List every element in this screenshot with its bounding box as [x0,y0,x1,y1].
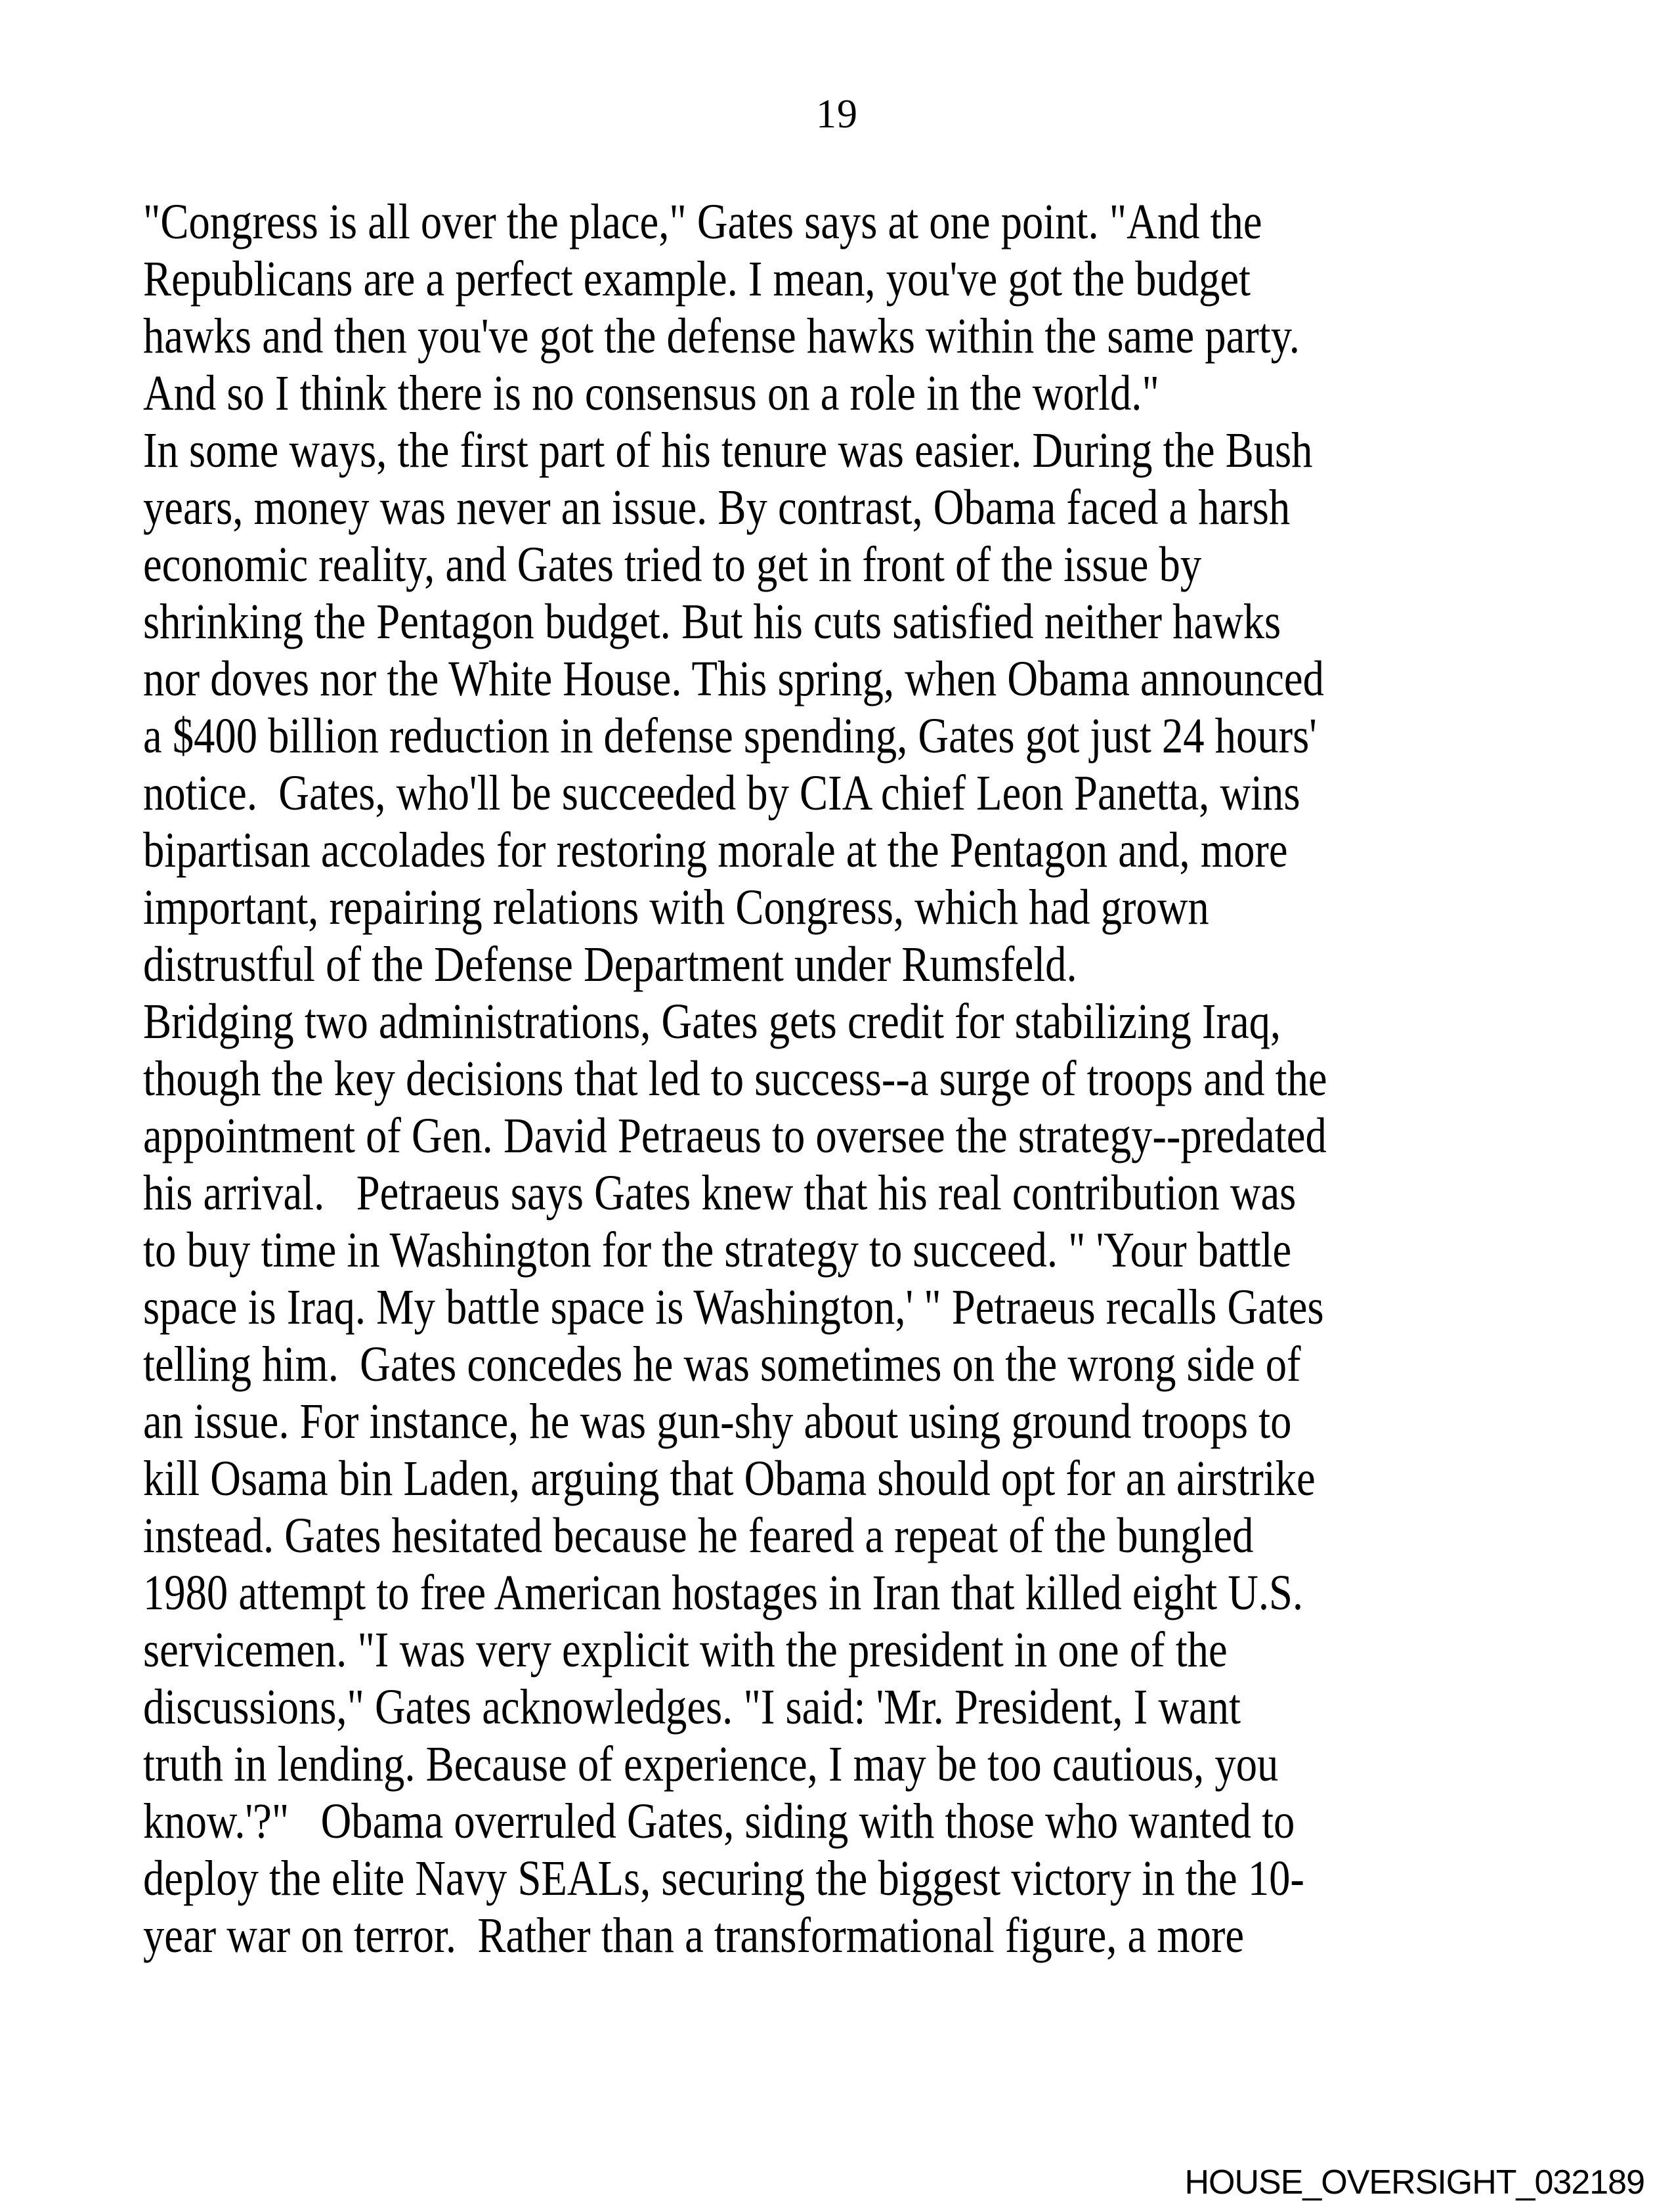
text-line: truth in lending. Because of experience, I may be too cautious, you [143,1737,1279,1792]
text-line: important, repairing relations with Congress, which had grown [143,880,1209,935]
text-line: "Congress is all over the place," Gates says at one point. "And the [143,194,1262,249]
page-number: 19 [816,92,858,137]
text-line: In some ways, the first part of his tenure was easier. During the Bush [143,423,1313,478]
text-line: shrinking the Pentagon budget. But his cuts satisfied neither hawks [143,594,1281,649]
text-line: nor doves nor the White House. This spring, when Obama announced [143,651,1324,706]
text-line: know.'?" Obama overruled Gates, siding with those who wanted to [143,1794,1295,1849]
text-line: telling him. Gates concedes he was sometimes on the wrong side of [143,1337,1301,1392]
text-line: space is Iraq. My battle space is Washington,' " Petraeus recalls Gates [143,1280,1324,1335]
text-line: economic reality, and Gates tried to get in front of the issue by [143,537,1202,592]
text-line: distrustful of the Defense Department under Rumsfeld. [143,937,1077,992]
text-line: a $400 billion reduction in defense spending, Gates got just 24 hours' [143,708,1317,764]
bates-number: HOUSE_OVERSIGHT_032189 [1184,2163,1644,2201]
text-line: bipartisan accolades for restoring morale at the Pentagon and, more [143,823,1288,878]
text-line: instead. Gates hesitated because he feared a repeat of the bungled [143,1508,1254,1563]
text-line: deploy the elite Navy SEALs, securing the biggest victory in the 10- [143,1851,1304,1906]
text-line: hawks and then you've got the defense hawks within the same party. [143,309,1300,364]
text-line: appointment of Gen. David Petraeus to oversee the strategy--predated [143,1108,1327,1163]
text-line: notice. Gates, who'll be succeeded by CIA chief Leon Panetta, wins [143,766,1300,821]
text-line: Republicans are a perfect example. I mean, you've got the budget [143,251,1251,307]
text-line: Bridging two administrations, Gates gets credit for stabilizing Iraq, [143,994,1281,1049]
text-line: kill Osama bin Laden, arguing that Obama should opt for an airstrike [143,1451,1316,1506]
text-line: year war on terror. Rather than a transformational figure, a more [143,1908,1245,1963]
text-line: servicemen. "I was very explicit with the president in one of the [143,1622,1228,1678]
text-line: discussions," Gates acknowledges. "I said: 'Mr. President, I want [143,1680,1241,1735]
text-line: his arrival. Petraeus says Gates knew that his real contribution was [143,1165,1297,1221]
text-line: years, money was never an issue. By contrast, Obama faced a harsh [143,480,1291,535]
text-line: to buy time in Washington for the strategy to succeed. " 'Your battle [143,1223,1292,1278]
document-body [143,194,1516,1964]
text-line: an issue. For instance, he was gun-shy about using ground troops to [143,1394,1292,1449]
text-line: 1980 attempt to free American hostages in Iran that killed eight U.S. [143,1565,1304,1620]
text-line: And so I think there is no consensus on a role in the world." [143,366,1159,421]
text-line: though the key decisions that led to success--a surge of troops and the [143,1051,1327,1106]
